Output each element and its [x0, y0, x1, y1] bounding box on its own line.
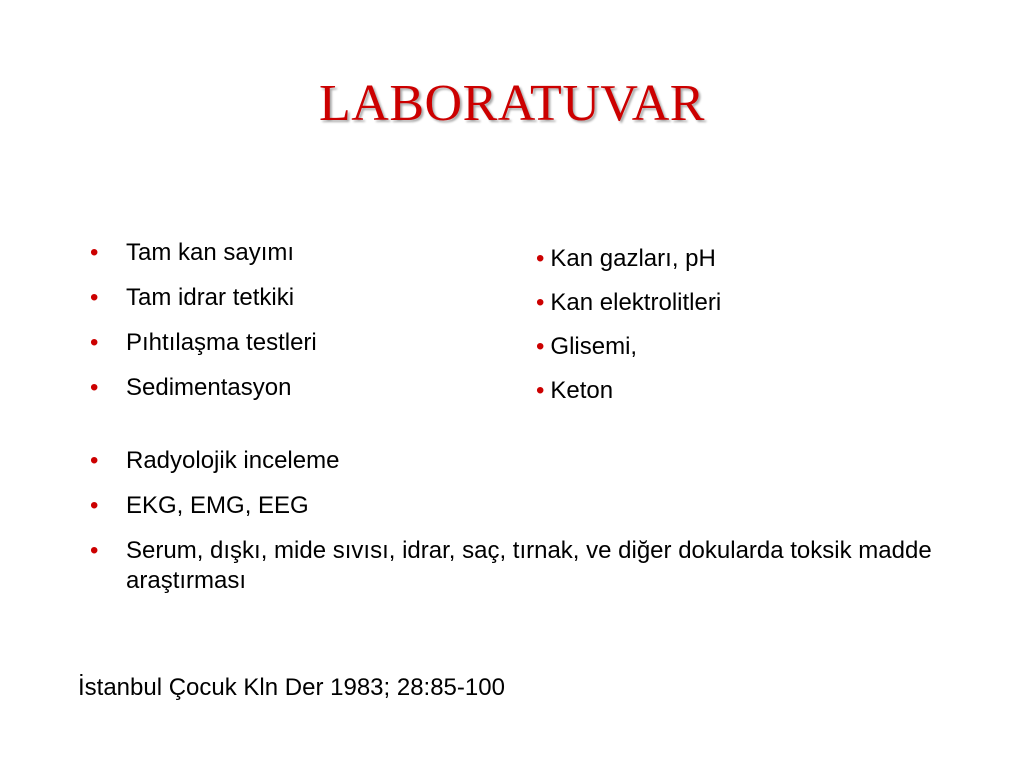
bullet-icon: •: [90, 537, 99, 564]
list-item-text: Kan gazları, pH: [550, 245, 716, 272]
list-item: [90, 536, 970, 596]
list-item-text: Tam kan sayımı: [126, 239, 295, 266]
bullet-icon: •: [536, 377, 545, 404]
bullet-icon: •: [90, 239, 99, 266]
list-item-text: Serum, dışkı, mide sıvısı, idrar, saç, tırnak, ve diğer dokularda toksik madde araştırması: [126, 537, 932, 594]
bullet-icon: •: [90, 329, 99, 356]
list-item: [90, 328, 510, 358]
bullet-icon: •: [536, 333, 545, 360]
list-item: [90, 373, 510, 403]
bullet-icon: •: [90, 492, 99, 519]
bullet-icon: •: [536, 245, 545, 272]
bullet-icon: •: [90, 374, 99, 401]
list-item-text: Pıhtılaşma testleri: [126, 329, 317, 356]
list-item: [90, 238, 510, 268]
bullet-icon: •: [90, 284, 99, 311]
list-item: [536, 288, 976, 318]
list-item-text: EKG, EMG, EEG: [126, 492, 309, 519]
bullet-icon: •: [90, 447, 99, 474]
right-bullet-list: [536, 244, 976, 420]
list-item-text: Glisemi,: [550, 333, 638, 360]
lower-bullet-list: [90, 446, 970, 611]
left-bullet-list: [90, 238, 510, 418]
list-item: [90, 446, 970, 476]
list-item: [536, 376, 976, 406]
bullet-icon: •: [536, 289, 545, 316]
list-item-text: Sedimentasyon: [126, 374, 292, 401]
list-item: [536, 244, 976, 274]
list-item: [90, 283, 510, 313]
list-item: [536, 332, 976, 362]
slide-title: LABORATUVAR: [319, 75, 705, 132]
list-item-text: Tam idrar tetkiki: [126, 284, 295, 311]
list-item-text: Radyolojik inceleme: [126, 447, 340, 474]
list-item-text: Keton: [550, 377, 614, 404]
reference-citation: İstanbul Çocuk Kln Der 1983; 28:85-100: [78, 674, 505, 701]
list-item-text: Kan elektrolitleri: [550, 289, 722, 316]
list-item: [90, 491, 970, 521]
